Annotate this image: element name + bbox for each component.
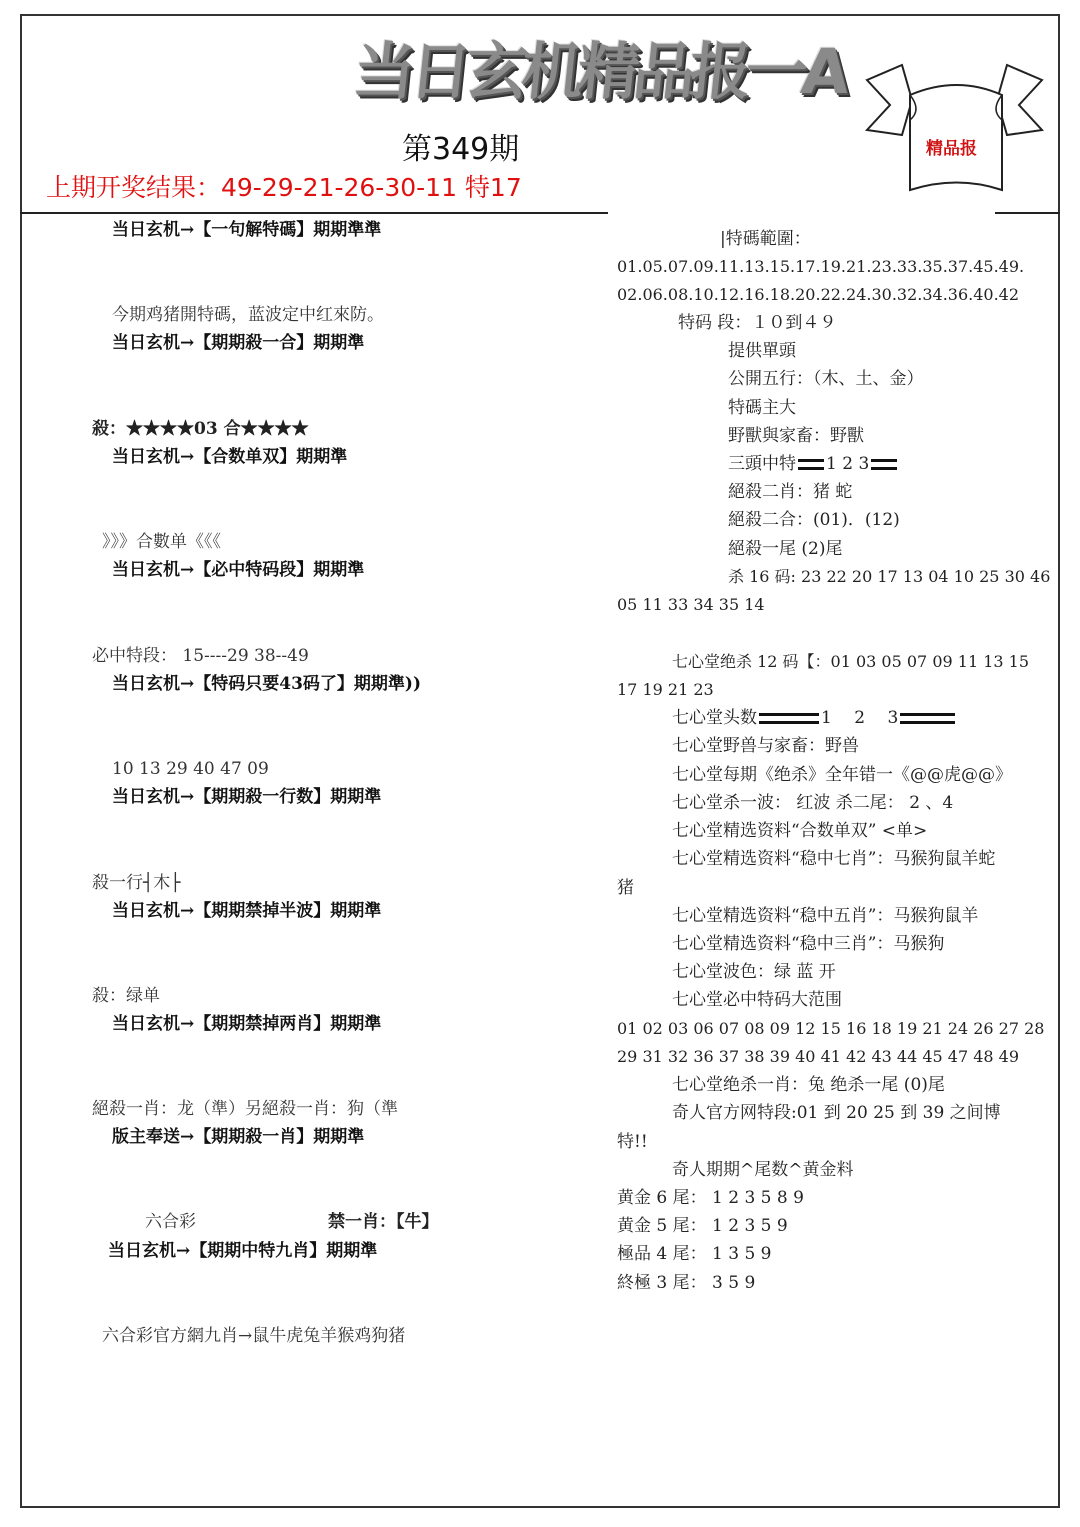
text-line: 七心堂每期《绝杀》全年错一《@@虎@@》 [672, 765, 1012, 785]
text-line: 極品 4 尾： 1 3 5 9 [617, 1244, 772, 1264]
section-body: 殺一行┤木├ [92, 873, 181, 893]
text-line: 05 11 33 34 35 14 [617, 595, 765, 614]
text-line: 七心堂绝杀一肖：兔 绝杀一尾 (0)尾 [672, 1075, 945, 1095]
text-line: 七心堂精选资料“合数单双” <单> [672, 821, 928, 841]
text-line [728, 453, 899, 475]
text-line: |特碼範圍： [720, 229, 811, 249]
text-line: 特码 段：１０到４９ [678, 313, 837, 333]
section-body: 》》》合數单《《《 [102, 532, 221, 552]
ribbon-emblem [862, 60, 1047, 200]
text-line: 公開五行：（木、土、金） [728, 369, 924, 389]
section-body: 殺：绿单 [92, 986, 160, 1006]
text-line: 17 19 21 23 [617, 680, 714, 699]
divider-left [20, 212, 608, 214]
text-line: 七心堂杀一波： 红波 杀二尾： 2 、4 [672, 793, 954, 813]
text-line: 七心堂必中特码大范围 [672, 990, 842, 1010]
bar-glyph [871, 459, 897, 470]
section-title: 当日玄机→【期期禁掉两肖】期期準 [112, 1014, 382, 1034]
text-line: 猪 [617, 878, 634, 898]
section-title: 当日玄机→【必中特码段】期期準 [112, 560, 365, 580]
text-line: 野獸與家畜：野獸 [728, 426, 864, 446]
text-line-value: 1 2 3 [821, 708, 899, 728]
text-line: 杀 16 码: 23 22 20 17 13 04 10 25 30 46 [728, 567, 1051, 586]
section-title: 当日玄机→【合数单双】期期準 [112, 447, 348, 467]
text-line: 奇人期期^尾数^黄金料 [672, 1160, 854, 1180]
section-title: 当日玄机→【特码只要43码了】期期準)) [112, 674, 421, 694]
text-line-label: 三頭中特 [728, 454, 796, 474]
text-line: 29 31 32 36 37 38 39 40 41 42 43 44 45 47 48 49 [617, 1047, 1020, 1066]
section-title: 当日玄机→【期期殺一合】期期準 [112, 333, 365, 353]
bar-glyph [900, 713, 955, 724]
text-line: 七心堂精选资料“稳中五肖”：马猴狗鼠羊 [672, 906, 979, 926]
divider-right [995, 212, 1060, 214]
section-title: 版主奉送→【期期殺一肖】期期準 [112, 1127, 365, 1147]
section-body: 六合彩 [145, 1212, 196, 1232]
text-line: 02.06.08.10.12.16.18.20.22.24.30.32.34.36.40.42 [617, 285, 1020, 304]
section-title: 当日玄机→【期期殺一行数】期期準 [112, 787, 382, 807]
text-line: 絕殺二肖：猪 蛇 [728, 482, 853, 502]
banner-title: 当日玄机精品报一A [349, 35, 848, 108]
text-line: 奇人官方网特段:01 到 20 25 到 39 之间博 [672, 1103, 1001, 1123]
section-title: 当日玄机→【期期中特九肖】期期準 [108, 1241, 378, 1261]
text-line: 特碼主大 [728, 398, 796, 418]
text-line: 七心堂绝杀 12 码【：01 03 05 07 09 11 13 15 [672, 652, 1030, 671]
text-line: 七心堂精选资料“稳中三肖”：马猴狗 [672, 934, 945, 954]
text-line: 黄金 6 尾： 1 2 3 5 8 9 [617, 1188, 804, 1208]
text-line: 七心堂波色：绿 蓝 开 [672, 962, 836, 982]
section-body: 禁一肖：【牛】 [328, 1212, 439, 1232]
section-body: 必中特段： 15----29 38--49 [92, 646, 309, 666]
text-line: 提供單頭 [728, 341, 796, 361]
text-line: 01.05.07.09.11.13.15.17.19.21.23.33.35.37.45.49. [617, 257, 1025, 276]
bar-glyph [759, 713, 819, 724]
text-line: 絕殺一尾 (2)尾 [728, 539, 843, 559]
section-body: 殺：★★★★03 合★★★★ [92, 419, 309, 439]
section-title: 当日玄机→【期期禁掉半波】期期準 [112, 901, 382, 921]
text-line-value: 1 2 3 [826, 454, 870, 474]
section-title: 当日玄机→【一句解特碼】期期準準 [112, 220, 382, 240]
text-line-label: 七心堂头数 [672, 708, 757, 728]
section-body: 絕殺一肖：龙（準）另絕殺一肖：狗（準 [92, 1099, 398, 1119]
text-line: 終極 3 尾： 3 5 9 [617, 1273, 756, 1293]
previous-result: 上期开奖结果：49-29-21-26-30-11 特17 [46, 173, 522, 202]
ribbon-label: 精品报 [926, 139, 977, 159]
bar-glyph [798, 459, 824, 470]
text-line: 七心堂野兽与家畜：野兽 [672, 736, 859, 756]
text-line [672, 707, 957, 729]
text-line: 特!! [617, 1132, 648, 1152]
section-body: 10 13 29 40 47 09 [112, 759, 269, 779]
section-body: 今期鸡猪開特碼，蓝波定中红來防。 [112, 305, 384, 325]
section-body: 六合彩官方網九肖→鼠牛虎兔羊猴鸡狗猪 [102, 1326, 406, 1346]
text-line: 黄金 5 尾： 1 2 3 5 9 [617, 1216, 788, 1236]
text-line: 七心堂精选资料“稳中七肖”：马猴狗鼠羊蛇 [672, 849, 996, 869]
text-line: 01 02 03 06 07 08 09 12 15 16 18 19 21 24 26 27 28 [617, 1019, 1045, 1038]
text-line: 絕殺二合：(01)．(12) [728, 510, 900, 530]
issue-number: 第349期 [402, 132, 520, 167]
